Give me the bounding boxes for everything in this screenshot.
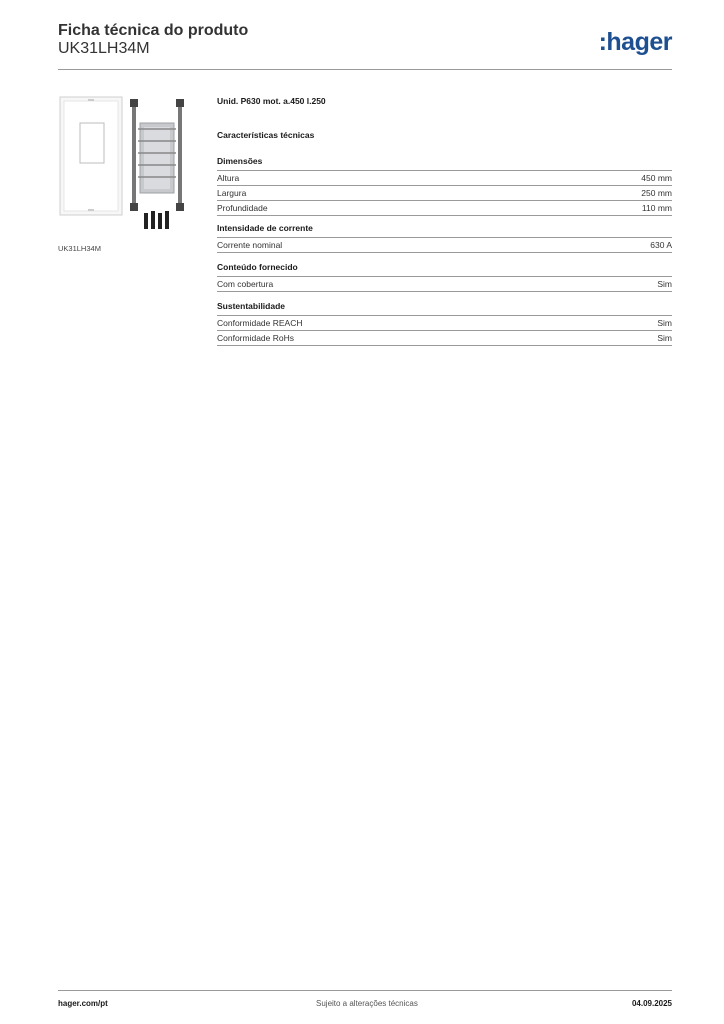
hager-logo[interactable]: :hager [598, 28, 672, 56]
product-code: UK31LH34M [58, 40, 150, 57]
technical-characteristics-title: Características técnicas [217, 130, 315, 140]
section-title: Sustentabilidade [217, 301, 672, 316]
spec-label: Com cobertura [217, 279, 274, 289]
product-image [58, 95, 201, 235]
footer-disclaimer: Sujeito a alterações técnicas [316, 999, 418, 1008]
page-footer [58, 990, 672, 1011]
spec-value: Sim [657, 318, 672, 328]
spec-value: 450 mm [641, 173, 672, 183]
spec-row [217, 316, 672, 331]
section-dimensions [217, 156, 672, 216]
image-caption: UK31LH34M [58, 244, 101, 253]
section-current [217, 223, 672, 253]
spec-value: 630 A [650, 240, 672, 250]
spec-row [217, 171, 672, 186]
footer-website-link[interactable]: hager.com/pt [58, 999, 108, 1008]
spec-value: Sim [657, 333, 672, 343]
spec-row [217, 186, 672, 201]
spec-label: Corrente nominal [217, 240, 283, 250]
page-header [58, 20, 672, 70]
section-supplied-content [217, 262, 672, 292]
spec-row [217, 201, 672, 216]
page-title: Ficha técnica do produto [58, 22, 249, 39]
section-title: Intensidade de corrente [217, 223, 672, 238]
spec-label: Conformidade RoHs [217, 333, 295, 343]
spec-label: Largura [217, 188, 247, 198]
spec-label: Conformidade REACH [217, 318, 303, 328]
footer-date: 04.09.2025 [631, 999, 672, 1008]
spec-value: 110 mm [641, 203, 672, 213]
section-title: Dimensões [217, 156, 672, 171]
section-title: Conteúdo fornecido [217, 262, 672, 277]
spec-row [217, 238, 672, 253]
spec-row [217, 277, 672, 292]
spec-value: 250 mm [641, 188, 672, 198]
spec-row [217, 331, 672, 346]
product-name: Unid. P630 mot. a.450 l.250 [217, 96, 326, 106]
spec-label: Altura [217, 173, 240, 183]
spec-label: Profundidade [217, 203, 268, 213]
spec-value: Sim [657, 279, 672, 289]
section-sustainability [217, 301, 672, 346]
